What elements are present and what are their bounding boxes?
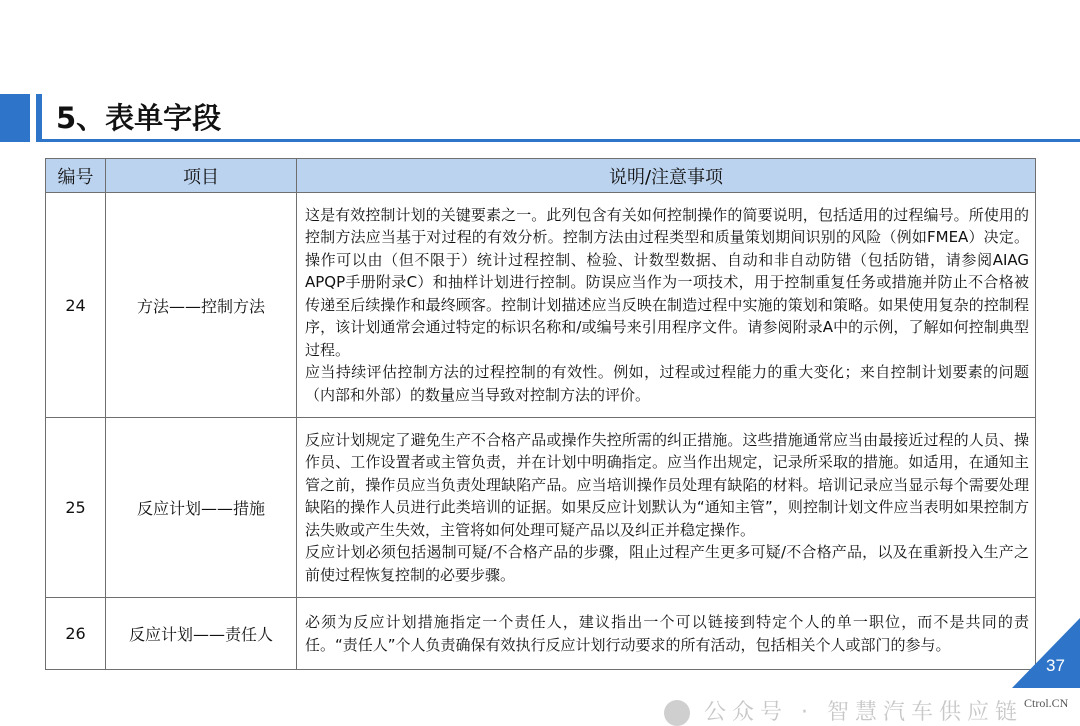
header-item: 项目 bbox=[106, 159, 297, 193]
wechat-icon bbox=[664, 700, 690, 726]
footer-caption bbox=[664, 695, 1023, 726]
footer-text: 公众号 · 智慧汽车供应链 bbox=[704, 700, 1023, 725]
page-title: 5、表单字段 bbox=[56, 101, 222, 135]
description-paragraph: 这是有效控制计划的关键要素之一。此列包含有关如何控制操作的简要说明，包括适用的过程编号。所使用的控制方法应当基于对过程的有效分析。控制方法由过程类型和质量策划期间识别的风险（例如FMEA）决定。操作可以由（但不限于）统计过程控制、检验、计数型数据、自动和非自动防错（包括防错，请参阅AIAG APQP手册附录C）和抽样计划进行控制。防误应当作为一项技术，用于控制重复任务或措施并防止不合格被传递至后续操作和最终顾客。控制计划描述应当反映在制造过程中实施的策划和策略。如果使用复杂的控制程序，该计划通常会通过特定的标识名称和/或编号来引用程序文件。请参阅附录A中的示例，了解如何控制典型过程。 bbox=[305, 205, 1029, 359]
table-header-row bbox=[46, 159, 1036, 193]
row-number: 24 bbox=[46, 193, 106, 418]
description-paragraph: 反应计划必须包括遏制可疑/不合格产品的步骤，阻止过程产生更多可疑/不合格产品，以及在重新投入生产之前使过程恢复控制的必要步骤。 bbox=[305, 543, 1029, 584]
row-number: 25 bbox=[46, 418, 106, 598]
row-description bbox=[297, 598, 1036, 670]
header-description: 说明/注意事项 bbox=[297, 159, 1036, 193]
header-number: 编号 bbox=[46, 159, 106, 193]
row-item: 反应计划——措施 bbox=[106, 418, 297, 598]
description-paragraph: 应当持续评估控制方法的过程控制的有效性。例如，过程或过程能力的重大变化；来自控制计划要素的问题（内部和外部）的数量应当导致对控制方法的评价。 bbox=[305, 363, 1029, 404]
row-item: 方法——控制方法 bbox=[106, 193, 297, 418]
page-number: 37 bbox=[1046, 656, 1065, 675]
title-accent-block bbox=[0, 94, 30, 142]
row-description bbox=[297, 418, 1036, 598]
form-fields-table bbox=[45, 158, 1036, 670]
description-paragraph: 反应计划规定了避免生产不合格产品或操作失控所需的纠正措施。这些措施通常应当由最接近过程的人员、操作员、工作设置者或主管负责，并在计划中明确指定。应当作出规定，记录所采取的措施。如适用，在通知主管之前，操作员应当负责处理缺陷产品。应当培训操作员处理有缺陷的材料。培训记录应当显示每个需要处理缺陷的操作人员进行此类培训的证据。如果反应计划默认为“通知主管”，则控制计划文件应当表明如果控制方法失败或产生失效，主管将如何处理可疑产品以及纠正并稳定操作。 bbox=[305, 430, 1029, 539]
table-row bbox=[46, 598, 1036, 670]
title-bar bbox=[0, 94, 1080, 142]
title-underline bbox=[42, 139, 1080, 142]
row-number: 26 bbox=[46, 598, 106, 670]
row-description bbox=[297, 193, 1036, 418]
row-item: 反应计划——责任人 bbox=[106, 598, 297, 670]
title-accent-stripe bbox=[36, 94, 42, 142]
table-row bbox=[46, 418, 1036, 598]
watermark: Ctrol.CN bbox=[1024, 696, 1069, 710]
table-row bbox=[46, 193, 1036, 418]
description-paragraph: 必须为反应计划措施指定一个责任人，建议指出一个可以链接到特定个人的单一职位，而不是共同的责任。“责任人”个人负责确保有效执行反应计划行动要求的所有活动，包括相关个人或部门的参与。 bbox=[305, 613, 1029, 654]
